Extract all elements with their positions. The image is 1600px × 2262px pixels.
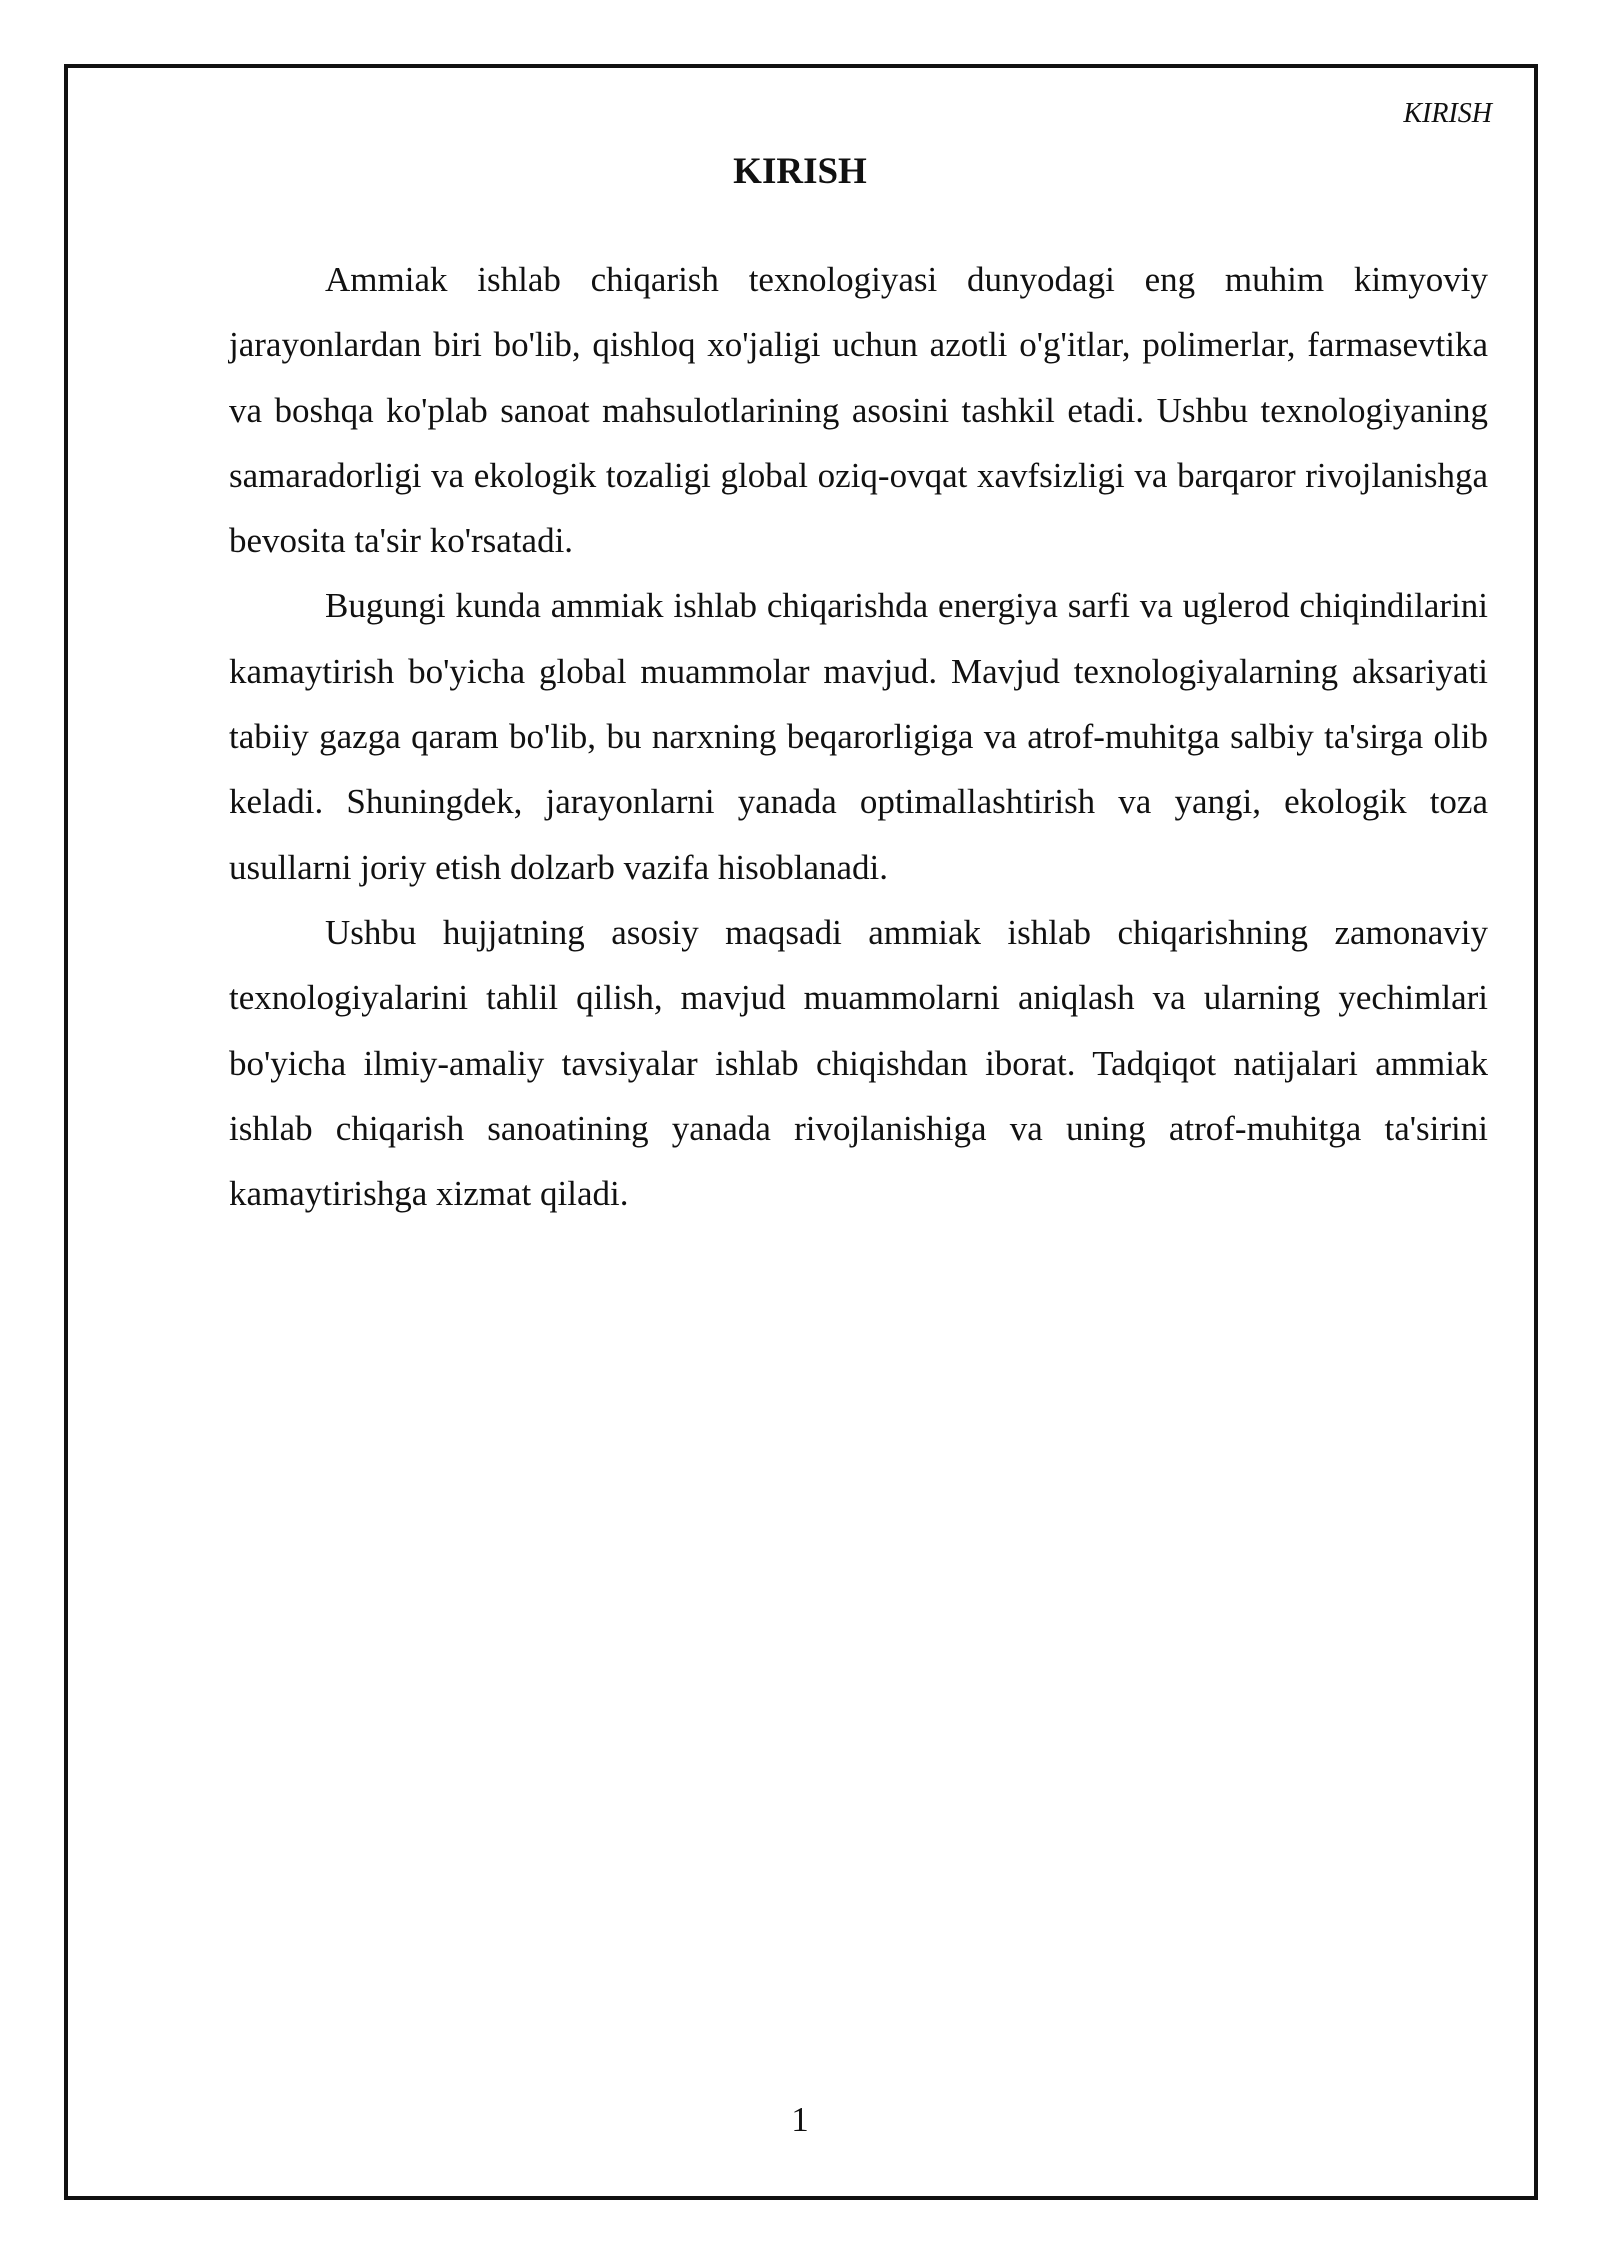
paragraph-3: Ushbu hujjatning asosiy maqsadi ammiak ishlab chiqarishning zamonaviy texnologiyalarini tahlil qilish, mavjud muammolarni aniqlash va ularning yechimlari bo'yicha ilmiy-amaliy tavsiyalar ishlab chiqishdan iborat. Tadqiqot natijalari ammiak ishlab chiqarish sanoatining yanada rivojlanishiga va uning atrof-muhitga ta'sirini kamaytirishga xizmat qiladi. <box>229 912 1488 1214</box>
page-number: 1 <box>791 2100 809 2139</box>
running-header: KIRISH <box>1403 98 1492 129</box>
body-text <box>229 247 1488 1226</box>
paragraph-2: Bugungi kunda ammiak ishlab chiqarishda energiya sarfi va uglerod chiqindilarini kamaytirish bo'yicha global muammolar mavjud. Mavjud texnologiyalarning aksariyati tabiiy gazga qaram bo'lib, bu narxning beqarorligiga va atrof-muhitga salbiy ta'sirga olib keladi. Shuningdek, jarayonlarni yanada optimallashtirish va yangi, ekologik toza usullarni joriy etish dolzarb vazifa hisoblanadi. <box>229 586 1488 887</box>
paragraph-1: Ammiak ishlab chiqarish texnologiyasi dunyodagi eng muhim kimyoviy jarayonlardan biri bo'lib, qishloq xo'jaligi uchun azotli o'g'itlar, polimerlar, farmasevtika va boshqa ko'plab sanoat mahsulotlarining asosini tashkil etadi. Ushbu texnologiyaning samaradorligi va ekologik tozaligi global oziq-ovqat xavfsizligi va barqaror rivojlanishga bevosita ta'sir ko'rsatadi. <box>229 260 1488 561</box>
page-title: KIRISH <box>733 151 867 192</box>
